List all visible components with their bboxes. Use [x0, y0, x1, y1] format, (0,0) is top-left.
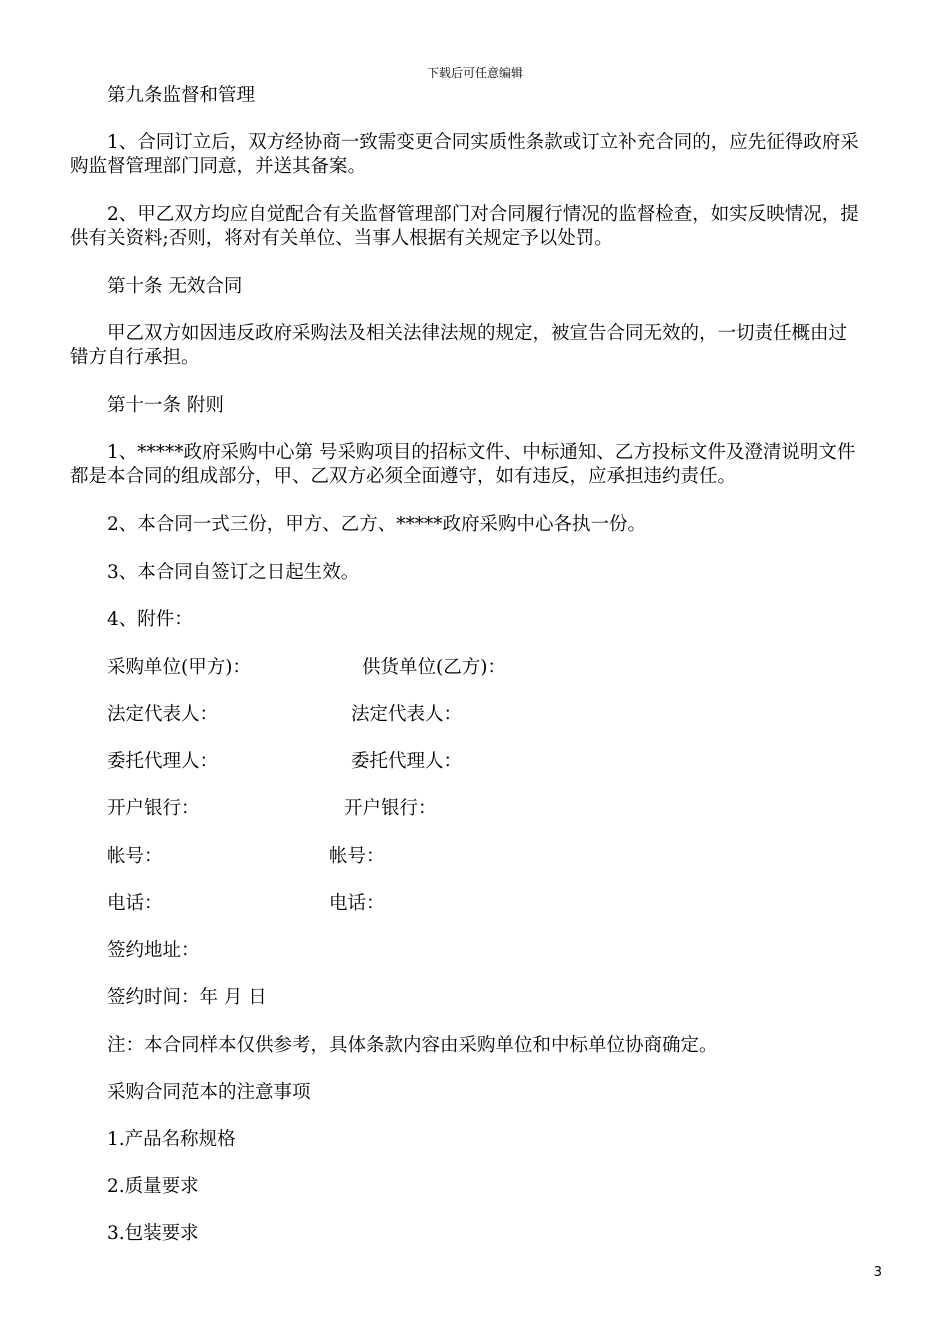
article-10-p1-line1: 甲乙双方如因违反政府采购法及相关法律法规的规定，被宣告合同无效的，一切责任概由过: [107, 323, 848, 344]
signing-time: 签约时间：年 月 日: [107, 987, 267, 1008]
notes-item-3: 3.包装要求: [107, 1223, 199, 1244]
contract-note: 注：本合同样本仅供参考，具体条款内容由采购单位和中标单位协商确定。: [107, 1035, 718, 1056]
agent-a-label: 委托代理人：: [107, 751, 219, 772]
signature-row-agent: [0, 750, 950, 774]
bank-b-label: 开户银行：: [344, 798, 437, 819]
notes-section-title: 采购合同范本的注意事项: [107, 1082, 311, 1103]
account-b-label: 帐号：: [329, 846, 385, 867]
article-9-p1-line2: 购监督管理部门同意，并送其备案。: [70, 156, 367, 177]
buyer-label: 采购单位(甲方)：: [107, 657, 251, 678]
supplier-label: 供货单位(乙方)：: [362, 657, 506, 678]
article-11-p4: 4、附件：: [107, 609, 193, 630]
phone-a-label: 电话：: [107, 893, 163, 914]
article-11-p1-line2: 都是本合同的组成部分，甲、乙双方必须全面遵守，如有违反，应承担违约责任。: [70, 466, 737, 487]
signature-row-phone: [0, 892, 950, 916]
article-11-p3: 3、本合同自签订之日起生效。: [107, 562, 360, 583]
notes-item-2: 2.质量要求: [107, 1176, 199, 1197]
legal-rep-a-label: 法定代表人：: [107, 704, 219, 725]
account-a-label: 帐号：: [107, 846, 163, 867]
page-number: 3: [873, 1265, 882, 1280]
article-11-title: 第十一条 附则: [107, 395, 224, 416]
bank-a-label: 开户银行：: [107, 798, 200, 819]
article-10-title: 第十条 无效合同: [107, 276, 243, 297]
notes-item-1: 1.产品名称规格: [107, 1129, 236, 1150]
signing-address: 签约地址：: [107, 940, 200, 961]
article-10-p1-line2: 错方自行承担。: [70, 347, 200, 368]
signature-row-bank: [0, 797, 950, 821]
article-11-p1-line1: 1、*****政府采购中心第 号采购项目的招标文件、中标通知、乙方投标文件及澄清说明文件: [107, 442, 856, 463]
signature-row-parties: [0, 656, 950, 680]
article-9-p1-line1: 1、合同订立后，双方经协商一致需变更合同实质性条款或订立补充合同的，应先征得政府采: [107, 132, 859, 153]
article-9-title: 第九条监督和管理: [107, 85, 256, 106]
signature-row-account: [0, 845, 950, 869]
page-header: 下载后可任意编辑: [426, 66, 523, 80]
article-11-p2: 2、本合同一式三份，甲方、乙方、*****政府采购中心各执一份。: [107, 514, 647, 535]
legal-rep-b-label: 法定代表人：: [351, 704, 463, 725]
signature-row-legal-rep: [0, 703, 950, 727]
article-9-p2-line1: 2、甲乙双方均应自觉配合有关监督管理部门对合同履行情况的监督检查，如实反映情况，提: [107, 204, 859, 225]
article-9-p2-line2: 供有关资料;否则，将对有关单位、当事人根据有关规定予以处罚。: [70, 228, 613, 249]
phone-b-label: 电话：: [329, 893, 385, 914]
agent-b-label: 委托代理人：: [351, 751, 463, 772]
